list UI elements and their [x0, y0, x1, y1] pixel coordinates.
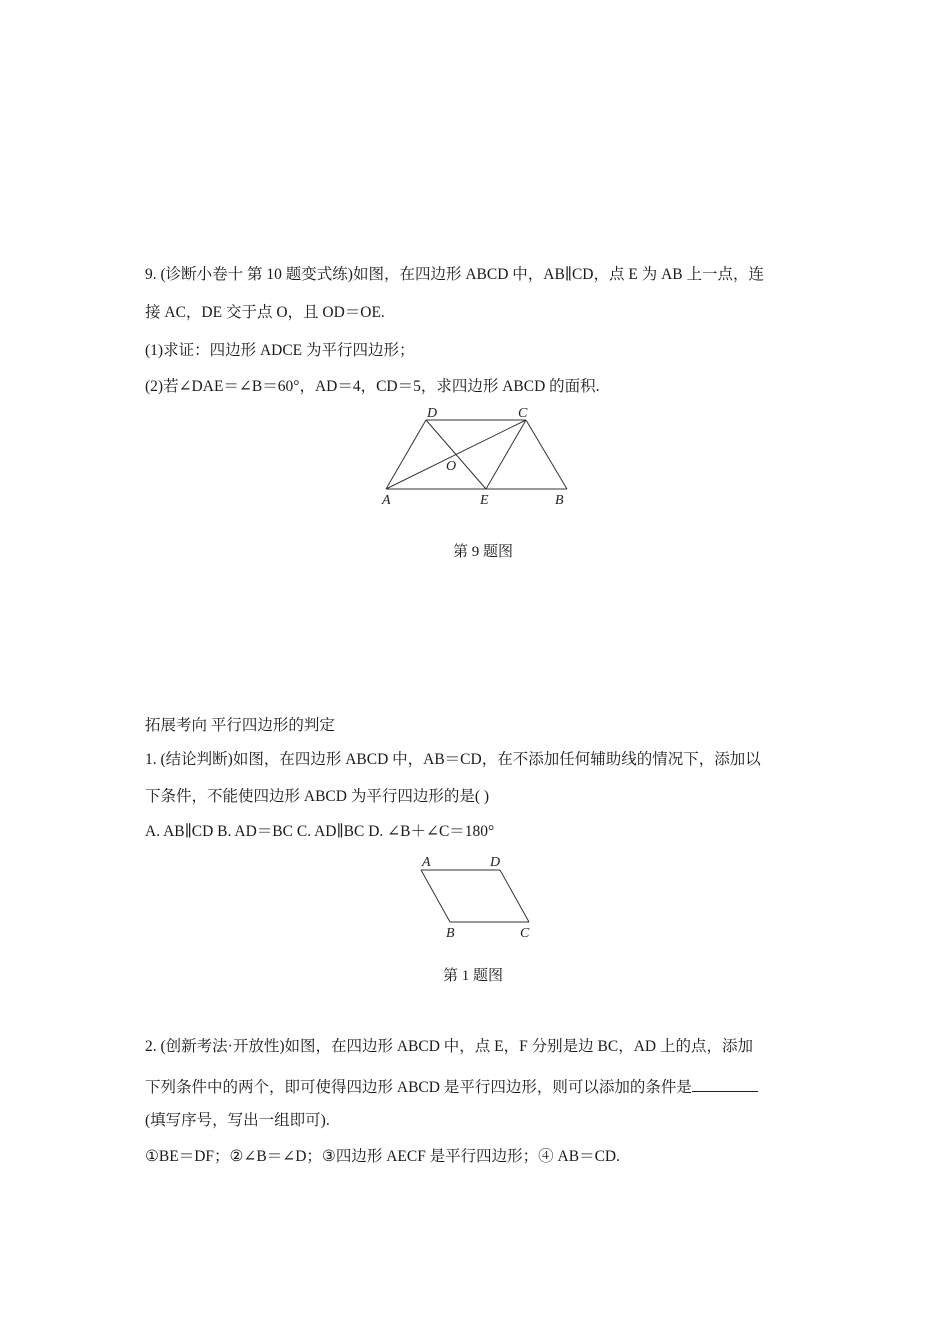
q2-stem-line3: (填写序号，写出一组即可). — [145, 1112, 330, 1129]
label-E: E — [480, 493, 489, 508]
section-title: 拓展考向 平行四边形的判定 — [145, 717, 335, 734]
label-A: A — [382, 493, 391, 508]
label-O: O — [446, 459, 457, 474]
q1-label-C: C — [520, 926, 530, 941]
q9-figure-caption: 第 9 题图 — [453, 544, 514, 560]
q1-stem-line2: 下条件，不能使四边形 ABCD 为平行四边形的是( ) — [145, 788, 490, 805]
q1-label-A: A — [422, 855, 431, 870]
label-C: C — [518, 406, 528, 421]
q1-options: A. AB∥CD B. AD＝BC C. AD∥BC D. ∠B＋∠C＝180° — [145, 823, 495, 840]
label-D: D — [427, 406, 438, 421]
q1-figure-caption: 第 1 题图 — [443, 968, 504, 984]
q2-stem-line2 — [145, 1075, 758, 1098]
q9-part2: (2)若∠DAE＝∠B＝60°，AD＝4，CD＝5，求四边形 ABCD 的面积. — [145, 378, 600, 395]
q1-label-B: B — [446, 926, 455, 941]
q2-stem-line2-text: 下列条件中的两个，即可使得四边形 ABCD 是平行四边形，则可以添加的条件是 — [145, 1079, 692, 1096]
q1-stem-line1: 1. (结论判断)如图，在四边形 ABCD 中，AB＝CD，在不添加任何辅助线的情况下，添加以 — [145, 751, 761, 768]
label-B: B — [555, 493, 564, 508]
q9-stem-line2: 接 AC，DE 交于点 O，且 OD＝OE. — [145, 304, 385, 321]
answer-blank[interactable] — [692, 1075, 758, 1092]
q1-figure-parallelogram — [421, 870, 529, 922]
q9-stem-line1: 9. (诊断小卷十 第 10 题变式练)如图，在四边形 ABCD 中，AB∥CD，点 E 为 AB 上一点，连 — [145, 266, 764, 283]
q2-conditions: ①BE＝DF；②∠B＝∠D；③四边形 AECF 是平行四边形；④ AB＝CD. — [145, 1148, 620, 1165]
q2-stem-line1: 2. (创新考法·开放性)如图，在四边形 ABCD 中，点 E，F 分别是边 BC，AD 上的点，添加 — [145, 1038, 753, 1055]
q1-label-D: D — [490, 855, 501, 870]
q9-part1: (1)求证：四边形 ADCE 为平行四边形； — [145, 342, 415, 359]
